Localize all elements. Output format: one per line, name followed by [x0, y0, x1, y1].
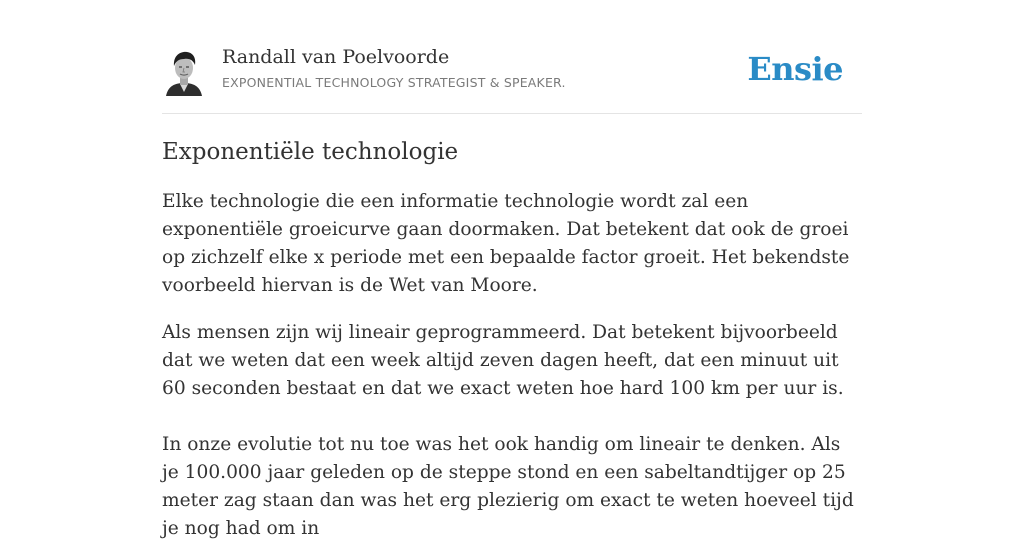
author-name[interactable]: Randall van Poelvoorde [222, 46, 450, 68]
author-tagline: EXPONENTIAL TECHNOLOGY STRATEGIST & SPEAKER. [222, 75, 566, 90]
article-paragraph: Als mensen zijn wij lineair geprogrammeerd. Dat betekent bijvoorbeeld dat we weten dat een week altijd zeven dagen heeft, dat een minuut uit 60 seconden bestaat en dat we exact weten hoe hard 100 km per uur is. [162, 322, 844, 399]
article-paragraph: In onze evolutie tot nu toe was het ook handig om lineair te denken. Als je 100.000 jaar geleden op de steppe stond en een sabeltandtijger op 25 meter zag staan dan was het erg plezierig om exact te weten hoeveel tijd je nog had om in [162, 434, 854, 539]
article-title: Exponentiële technologie [162, 139, 459, 165]
ensie-logo[interactable]: Ensie [747, 50, 843, 88]
article-body [162, 136, 862, 543]
author-avatar[interactable] [162, 48, 206, 96]
article-paragraph: Elke technologie die een informatie technologie wordt zal een exponentiële groeicurve gaan doormaken. Dat betekent dat ook de groei op zichzelf elke x periode met een bepaalde factor groeit. Het bekendste voorbeeld hiervan is de Wet van Moore. [162, 191, 850, 296]
author-header [162, 46, 862, 114]
